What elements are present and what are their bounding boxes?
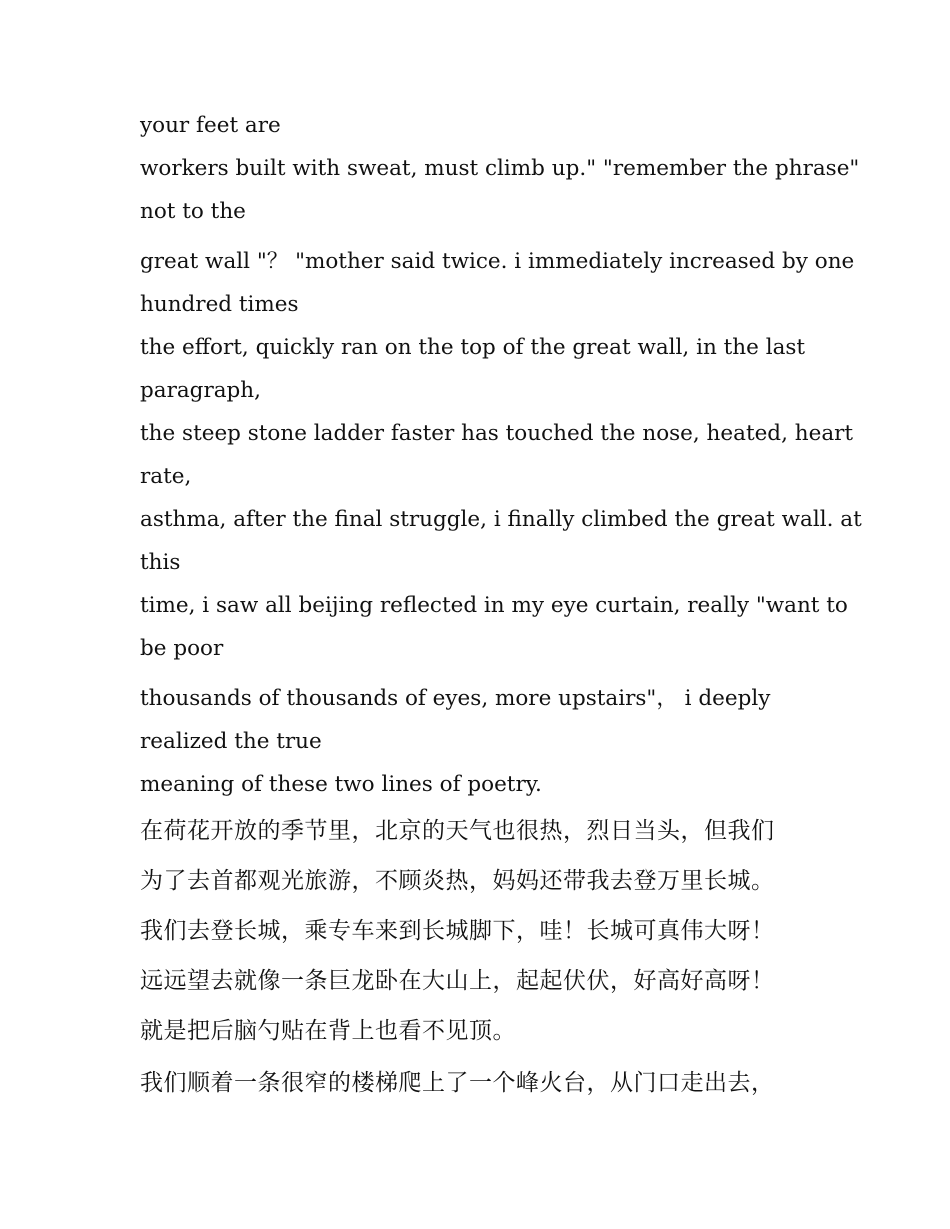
chinese-text-line: 我们去登长城，乘专车来到长城脚下，哇！长城可真伟大呀！ (140, 918, 775, 944)
chinese-text-line: 就是把后脑勺贴在背上也看不见顶。 (140, 1018, 516, 1044)
text-line: thousands of thousands of eyes, more upstairs"， i deeply (140, 686, 771, 711)
text-line: be poor (140, 636, 224, 661)
text-line: this (140, 550, 181, 575)
document-body (140, 104, 862, 1108)
text-line: the steep stone ladder faster has touched the nose, heated, heart (140, 421, 854, 446)
text-line: rate, (140, 464, 192, 489)
chinese-text-line: 远远望去就像一条巨龙卧在大山上，起起伏伏，好高好高呀！ (140, 968, 775, 994)
chinese-text-line: 在荷花开放的季节里，北京的天气也很热，烈日当头，但我们 (140, 818, 775, 844)
text-line: paragraph, (140, 378, 261, 403)
text-line: your feet are (140, 113, 281, 138)
chinese-text-line: 我们顺着一条很窄的楼梯爬上了一个峰火台，从门口走出去， (140, 1070, 775, 1096)
text-line: hundred times (140, 292, 299, 317)
text-line: asthma, after the final struggle, i finally climbed the great wall. at (140, 507, 862, 532)
chinese-text-line: 为了去首都观光旅游，不顾炎热，妈妈还带我去登万里长城。 (140, 868, 775, 894)
text-line: the effort, quickly ran on the top of the great wall, in the last (140, 335, 806, 360)
text-line: workers built with sweat, must climb up." "remember the phrase" (140, 156, 860, 181)
text-line: realized the true (140, 729, 322, 754)
text-line: great wall "？ "mother said twice. i immediately increased by one (140, 249, 855, 274)
text-line: meaning of these two lines of poetry. (140, 772, 542, 797)
text-line: time, i saw all beijing reflected in my eye curtain, really "want to (140, 593, 848, 618)
text-line: not to the (140, 199, 246, 224)
